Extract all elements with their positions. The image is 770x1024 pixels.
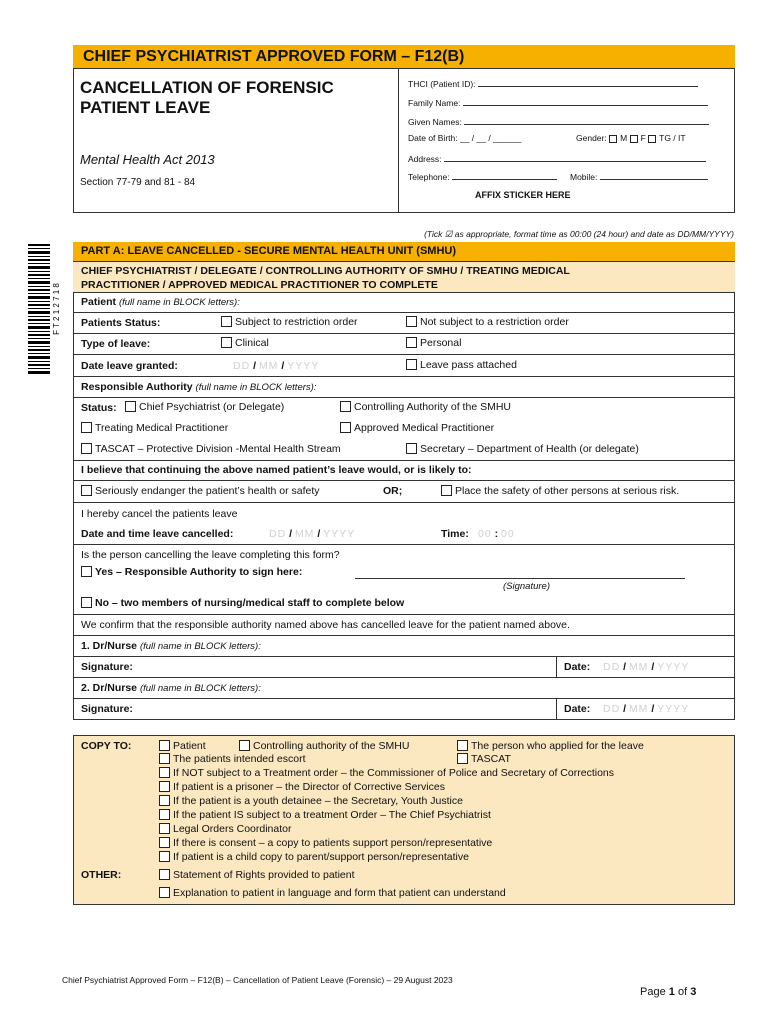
copy-patient-checkbox[interactable]: Patient <box>159 740 206 752</box>
dob-field[interactable]: Date of Birth: __ / __ / ______ <box>408 133 522 143</box>
ra-signature-line[interactable] <box>355 567 685 579</box>
responsible-authority-row[interactable]: Responsible Authority (full name in BLOCK letters): <box>73 377 735 398</box>
dr2-date-input[interactable]: DD / MM / YYYY <box>603 703 690 715</box>
date-granted-row: Date leave granted: DD / MM / YYYY Leave pass attached <box>73 355 735 377</box>
copy-item-prisoner[interactable]: If patient is a prisoner – the Director of Corrective Services <box>159 781 445 794</box>
type-clinical-checkbox[interactable]: Clinical <box>221 337 269 349</box>
copy-item-legal[interactable]: Legal Orders Coordinator <box>159 823 291 836</box>
form-title: CHIEF PSYCHIATRIST APPROVED FORM – F12(B) <box>73 45 735 69</box>
part-a-subheading: CHIEF PSYCHIATRIST / DELEGATE / CONTROLLING AUTHORITY OF SMHU / TREATING MEDICAL PRACTITIONER / APPROVED MEDICAL PRACTITIONER TO COMPLETE <box>73 262 735 293</box>
copy-applicant-checkbox[interactable]: The person who applied for the leave <box>457 740 644 753</box>
cancelled-datetime-row: Date and time leave cancelled: DD / MM / YYYY Time: 00 : 00 <box>73 524 735 545</box>
address-field[interactable]: Address: <box>408 152 706 164</box>
believe-row: I believe that continuing the above named patient’s leave would, or is likely to: <box>73 461 735 481</box>
copy-item-child[interactable]: If patient is a child copy to parent/support person/representative <box>159 851 469 864</box>
risk-health-checkbox[interactable]: Seriously endanger the patient’s health or safety <box>81 485 320 497</box>
family-name-field[interactable]: Family Name: <box>408 96 708 108</box>
dr1-date-input[interactable]: DD / MM / YYYY <box>603 661 690 673</box>
dr1-signature-row: Signature: Date: DD / MM / YYYY <box>73 657 735 678</box>
status-amp-checkbox[interactable]: Approved Medical Practitioner <box>340 422 494 434</box>
barcode-text: F T 2 1 2 7 1 8 <box>52 283 61 335</box>
copy-tascat-checkbox[interactable]: TASCAT <box>457 753 511 766</box>
dr2-signature-row: Signature: Date: DD / MM / YYYY <box>73 699 735 720</box>
thci-field[interactable]: THCI (Patient ID): <box>408 77 698 89</box>
confirm-row: We confirm that the responsible authority named above has cancelled leave for the patient named above. <box>73 615 735 636</box>
section-ref: Section 77-79 and 81 - 84 <box>80 177 196 188</box>
dr2-name-row[interactable]: 2. Dr/Nurse (full name in BLOCK letters): <box>73 678 735 699</box>
copy-escort-checkbox[interactable]: The patients intended escort <box>159 753 306 765</box>
affix-sticker-label: AFFIX STICKER HERE <box>475 190 571 200</box>
barcode <box>28 244 62 374</box>
status-cp-checkbox[interactable]: Chief Psychiatrist (or Delegate) <box>125 401 284 413</box>
gender-field[interactable]: Gender: M F TG / IT <box>576 133 686 143</box>
ra-status-row: Status: Chief Psychiatrist (or Delegate) Controlling Authority of the SMHU Treating Medical Practitioner Approved Medical Practitioner TASCAT – Protective Division -Mental Health Stream Secretary – Department of Health (or delegate) <box>73 398 735 461</box>
copy-item-police[interactable]: If NOT subject to a Treatment order – the Commissioner of Police and Secretary of Corrections <box>159 767 614 780</box>
tick-note: (Tick ☑ as appropriate, format time as 00:00 (24 hour) and date as DD/MM/YYYY) <box>424 229 734 239</box>
page-title <box>80 78 380 118</box>
risk-row: Seriously endanger the patient’s health or safety OR; Place the safety of other persons at serious risk. <box>73 481 735 503</box>
status-not-restriction-checkbox[interactable]: Not subject to a restriction order <box>406 316 569 328</box>
risk-others-checkbox[interactable]: Place the safety of other persons at serious risk. <box>441 485 679 497</box>
no-checkbox[interactable]: No – two members of nursing/medical staff to complete below <box>81 597 404 609</box>
patient-name-row[interactable]: Patient (full name in BLOCK letters): <box>73 293 735 313</box>
copy-to-label: COPY TO: <box>81 740 132 752</box>
other-label: OTHER: <box>81 869 122 881</box>
copy-item-chief-psychiatrist[interactable]: If the patient IS subject to a treatment Order – The Chief Psychiatrist <box>159 809 491 822</box>
act-name: Mental Health Act 2013 <box>80 152 215 167</box>
type-personal-checkbox[interactable]: Personal <box>406 337 461 349</box>
footer-text: Chief Psychiatrist Approved Form – F12(B) – Cancellation of Patient Leave (Forensic) – 29 August 2023 <box>62 975 453 985</box>
completing-row: Is the person cancelling the leave completing this form? Yes – Responsible Authority to sign here: (Signature) No – two members of nursing/medical staff to complete below <box>73 545 735 615</box>
title-line-1: CANCELLATION OF FORENSIC <box>80 78 334 97</box>
copy-item-youth[interactable]: If the patient is a youth detainee – the Secretary, Youth Justice <box>159 795 463 808</box>
part-a-heading: PART A: LEAVE CANCELLED - SECURE MENTAL HEALTH UNIT (SMHU) <box>73 242 735 262</box>
copy-ca-checkbox[interactable]: Controlling authority of the SMHU <box>239 740 409 753</box>
patient-status-row: Patients Status: Subject to restriction order Not subject to a restriction order <box>73 313 735 334</box>
other-explanation-checkbox[interactable]: Explanation to patient in language and form that patient can understand <box>159 887 506 900</box>
page-number: Page 1 of 3 <box>640 986 697 998</box>
leave-type-row: Type of leave: Clinical Personal <box>73 334 735 355</box>
cancelled-date-input[interactable]: DD / MM / YYYY <box>269 528 356 540</box>
copy-item-consent[interactable]: If there is consent – a copy to patients support person/representative <box>159 837 492 850</box>
given-names-field[interactable]: Given Names: <box>408 115 709 127</box>
copy-to-box <box>73 735 735 905</box>
dr1-signature-label[interactable]: Signature: <box>81 661 133 673</box>
dr1-name-row[interactable]: 1. Dr/Nurse (full name in BLOCK letters): <box>73 636 735 657</box>
mobile-field[interactable]: Mobile: <box>570 170 708 182</box>
status-restriction-checkbox[interactable]: Subject to restriction order <box>221 316 358 328</box>
yes-checkbox[interactable]: Yes – Responsible Authority to sign here: <box>81 566 302 578</box>
leave-pass-checkbox[interactable]: Leave pass attached <box>406 359 517 371</box>
status-secretary-checkbox[interactable]: Secretary – Department of Health (or delegate) <box>406 443 639 455</box>
title-line-2: PATIENT LEAVE <box>80 98 211 117</box>
header-divider <box>398 69 399 213</box>
cancelled-time-input[interactable]: 00 : 00 <box>478 528 515 540</box>
status-ca-checkbox[interactable]: Controlling Authority of the SMHU <box>340 401 511 413</box>
date-granted-input[interactable]: DD / MM / YYYY <box>233 360 320 372</box>
dr2-signature-label[interactable]: Signature: <box>81 703 133 715</box>
status-tascat-checkbox[interactable]: TASCAT – Protective Division -Mental Health Stream <box>81 443 341 455</box>
hereby-row: I hereby cancel the patients leave <box>81 508 238 520</box>
other-rights-checkbox[interactable]: Statement of Rights provided to patient <box>159 869 355 882</box>
telephone-field[interactable]: Telephone: <box>408 170 557 182</box>
status-tmp-checkbox[interactable]: Treating Medical Practitioner <box>81 422 228 434</box>
